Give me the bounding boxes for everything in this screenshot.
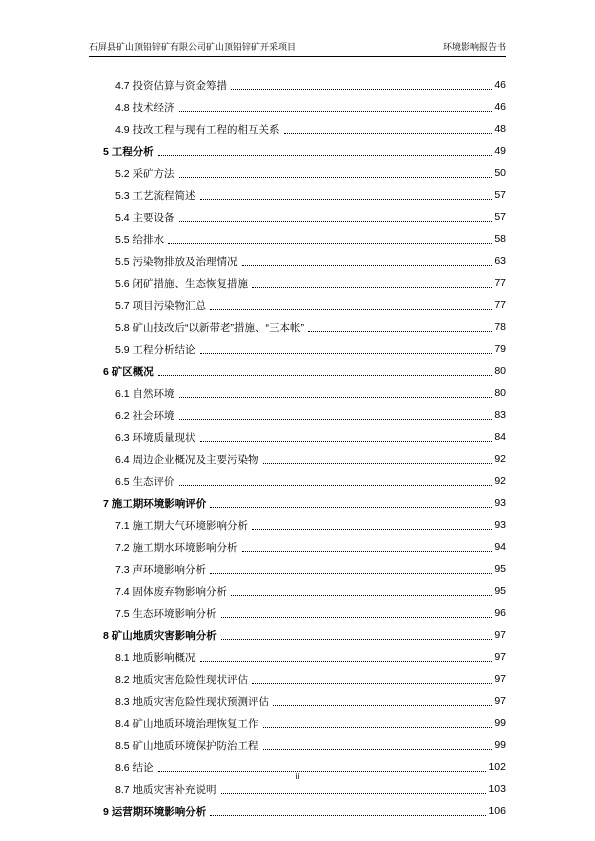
toc-entry-title: 8.1 地质影响概况: [115, 651, 196, 664]
toc-entry-title: 7.3 声环境影响分析: [115, 563, 207, 576]
toc-entry-title: 7.1 施工期大气环境影响分析: [115, 519, 249, 532]
toc-section-entry[interactable]: [103, 382, 506, 404]
toc-entry-page: 48: [494, 123, 506, 135]
toc-dot-leader: [179, 397, 493, 398]
toc-dot-leader: [273, 705, 492, 706]
toc-section-entry[interactable]: [103, 184, 506, 206]
toc-entry-title: 4.7 投资估算与资金筹措: [115, 79, 228, 92]
toc-section-entry[interactable]: [103, 74, 506, 96]
toc-entry-title: 8.2 地质灾害危险性现状评估: [115, 673, 249, 686]
toc-dot-leader: [221, 639, 493, 640]
toc-entry-page: 97: [494, 673, 506, 685]
toc-entry-title: 6.1 自然环境: [115, 387, 175, 400]
toc-entry-title: 6.4 周边企业概况及主要污染物: [115, 453, 259, 466]
toc-chapter-entry[interactable]: [103, 360, 506, 382]
toc-entry-title: 8.7 地质灾害补充说明: [115, 783, 217, 796]
toc-section-entry[interactable]: [103, 448, 506, 470]
toc-entry-title: 5.2 采矿方法: [115, 167, 175, 180]
toc-chapter-entry[interactable]: [103, 624, 506, 646]
toc-dot-leader: [231, 595, 492, 596]
toc-entry-title: 7 施工期环境影响评价: [103, 497, 207, 510]
toc-section-entry[interactable]: [103, 250, 506, 272]
toc-section-entry[interactable]: [103, 228, 506, 250]
toc-entry-page: 103: [488, 783, 506, 795]
page-number: ii: [295, 772, 300, 781]
toc-entry-title: 5.7 项目污染物汇总: [115, 299, 207, 312]
toc-entry-page: 92: [494, 475, 506, 487]
toc-dot-leader: [252, 529, 492, 530]
toc-entry-page: 97: [494, 629, 506, 641]
toc-dot-leader: [252, 683, 492, 684]
toc-dot-leader: [210, 573, 492, 574]
toc-entry-page: 57: [494, 189, 506, 201]
toc-entry-title: 6.2 社会环境: [115, 409, 175, 422]
toc-entry-page: 83: [494, 409, 506, 421]
toc-entry-page: 80: [494, 365, 506, 377]
toc-dot-leader: [179, 111, 493, 112]
toc-entry-title: 8 矿山地质灾害影响分析: [103, 629, 217, 642]
toc-section-entry[interactable]: [103, 602, 506, 624]
toc-section-entry[interactable]: [103, 470, 506, 492]
toc-section-entry[interactable]: [103, 558, 506, 580]
table-of-contents: [103, 74, 506, 822]
toc-entry-page: 95: [494, 563, 506, 575]
toc-entry-title: 8.4 矿山地质环境治理恢复工作: [115, 717, 259, 730]
toc-section-entry[interactable]: [103, 690, 506, 712]
toc-entry-page: 84: [494, 431, 506, 443]
toc-dot-leader: [200, 441, 493, 442]
toc-entry-title: 9 运营期环境影响分析: [103, 805, 207, 818]
toc-section-entry[interactable]: [103, 646, 506, 668]
toc-section-entry[interactable]: [103, 580, 506, 602]
toc-dot-leader: [252, 287, 492, 288]
toc-entry-page: 93: [494, 519, 506, 531]
toc-section-entry[interactable]: [103, 294, 506, 316]
toc-entry-title: 5.9 工程分析结论: [115, 343, 196, 356]
toc-entry-title: 4.9 技改工程与现有工程的相互关系: [115, 123, 280, 136]
toc-entry-page: 106: [488, 805, 506, 817]
toc-section-entry[interactable]: [103, 712, 506, 734]
toc-entry-page: 92: [494, 453, 506, 465]
toc-entry-page: 50: [494, 167, 506, 179]
header-rule: [89, 56, 506, 57]
toc-section-entry[interactable]: [103, 514, 506, 536]
toc-section-entry[interactable]: [103, 96, 506, 118]
toc-entry-title: 8.6 结论: [115, 761, 154, 774]
toc-section-entry[interactable]: [103, 206, 506, 228]
toc-dot-leader: [158, 375, 493, 376]
toc-section-entry[interactable]: [103, 536, 506, 558]
toc-dot-leader: [263, 749, 493, 750]
toc-entry-title: 6.5 生态评价: [115, 475, 175, 488]
toc-chapter-entry[interactable]: [103, 492, 506, 514]
toc-dot-leader: [242, 265, 493, 266]
toc-dot-leader: [200, 199, 493, 200]
toc-dot-leader: [200, 661, 493, 662]
toc-section-entry[interactable]: [103, 118, 506, 140]
toc-entry-page: 96: [494, 607, 506, 619]
toc-entry-page: 49: [494, 145, 506, 157]
toc-entry-page: 94: [494, 541, 506, 553]
header-right-title: 环境影响报告书: [442, 43, 506, 53]
toc-dot-leader: [263, 463, 493, 464]
toc-entry-page: 57: [494, 211, 506, 223]
toc-dot-leader: [210, 815, 486, 816]
toc-chapter-entry[interactable]: [103, 140, 506, 162]
toc-section-entry[interactable]: [103, 316, 506, 338]
toc-dot-leader: [308, 331, 492, 332]
toc-entry-page: 78: [494, 321, 506, 333]
page-header: [89, 40, 506, 54]
toc-entry-page: 77: [494, 277, 506, 289]
toc-entry-title: 6.3 环境质量现状: [115, 431, 196, 444]
toc-entry-page: 95: [494, 585, 506, 597]
toc-entry-title: 4.8 技术经济: [115, 101, 175, 114]
toc-dot-leader: [263, 727, 493, 728]
toc-section-entry[interactable]: [103, 338, 506, 360]
toc-entry-title: 8.3 地质灾害危险性现状预测评估: [115, 695, 270, 708]
toc-dot-leader: [200, 353, 493, 354]
toc-entry-title: 6 矿区概况: [103, 365, 154, 378]
toc-dot-leader: [242, 551, 493, 552]
toc-chapter-entry[interactable]: [103, 800, 506, 822]
toc-entry-title: 5.3 工艺流程简述: [115, 189, 196, 202]
toc-entry-page: 102: [488, 761, 506, 773]
toc-dot-leader: [231, 89, 492, 90]
toc-entry-page: 80: [494, 387, 506, 399]
toc-dot-leader: [284, 133, 493, 134]
header-left-title: 石屏县矿山顶铅锌矿有限公司矿山顶铅锌矿开采项目: [89, 43, 297, 53]
toc-entry-page: 99: [494, 739, 506, 751]
toc-dot-leader: [158, 155, 493, 156]
toc-dot-leader: [179, 221, 493, 222]
toc-dot-leader: [179, 419, 493, 420]
toc-section-entry[interactable]: [103, 734, 506, 756]
toc-section-entry[interactable]: [103, 426, 506, 448]
toc-section-entry[interactable]: [103, 272, 506, 294]
toc-entry-page: 46: [494, 101, 506, 113]
toc-section-entry[interactable]: [103, 162, 506, 184]
toc-entry-page: 97: [494, 651, 506, 663]
toc-dot-leader: [179, 485, 493, 486]
toc-entry-page: 77: [494, 299, 506, 311]
toc-entry-page: 63: [494, 255, 506, 267]
toc-entry-title: 7.4 固体废弃物影响分析: [115, 585, 228, 598]
toc-entry-page: 46: [494, 79, 506, 91]
toc-dot-leader: [221, 617, 493, 618]
toc-section-entry[interactable]: [103, 668, 506, 690]
toc-section-entry[interactable]: [103, 404, 506, 426]
toc-entry-title: 5 工程分析: [103, 145, 154, 158]
toc-entry-title: 5.5 污染物排放及治理情况: [115, 255, 238, 268]
toc-dot-leader: [179, 177, 493, 178]
toc-entry-title: 5.6 闭矿措施、生态恢复措施: [115, 277, 249, 290]
toc-entry-title: 5.8 矿山技改后“以新带老”措施、“三本帐”: [115, 321, 304, 334]
toc-entry-page: 58: [494, 233, 506, 245]
toc-entry-title: 8.5 矿山地质环境保护防治工程: [115, 739, 259, 752]
toc-entry-title: 7.5 生态环境影响分析: [115, 607, 217, 620]
toc-entry-page: 97: [494, 695, 506, 707]
toc-dot-leader: [168, 243, 492, 244]
toc-entry-title: 5.4 主要设备: [115, 211, 175, 224]
toc-section-entry[interactable]: [103, 778, 506, 800]
toc-dot-leader: [221, 793, 487, 794]
toc-entry-page: 93: [494, 497, 506, 509]
toc-entry-page: 79: [494, 343, 506, 355]
toc-entry-title: 7.2 施工期水环境影响分析: [115, 541, 238, 554]
toc-entry-page: 99: [494, 717, 506, 729]
toc-dot-leader: [210, 309, 492, 310]
toc-dot-leader: [210, 507, 492, 508]
toc-entry-title: 5.5 给排水: [115, 233, 165, 246]
